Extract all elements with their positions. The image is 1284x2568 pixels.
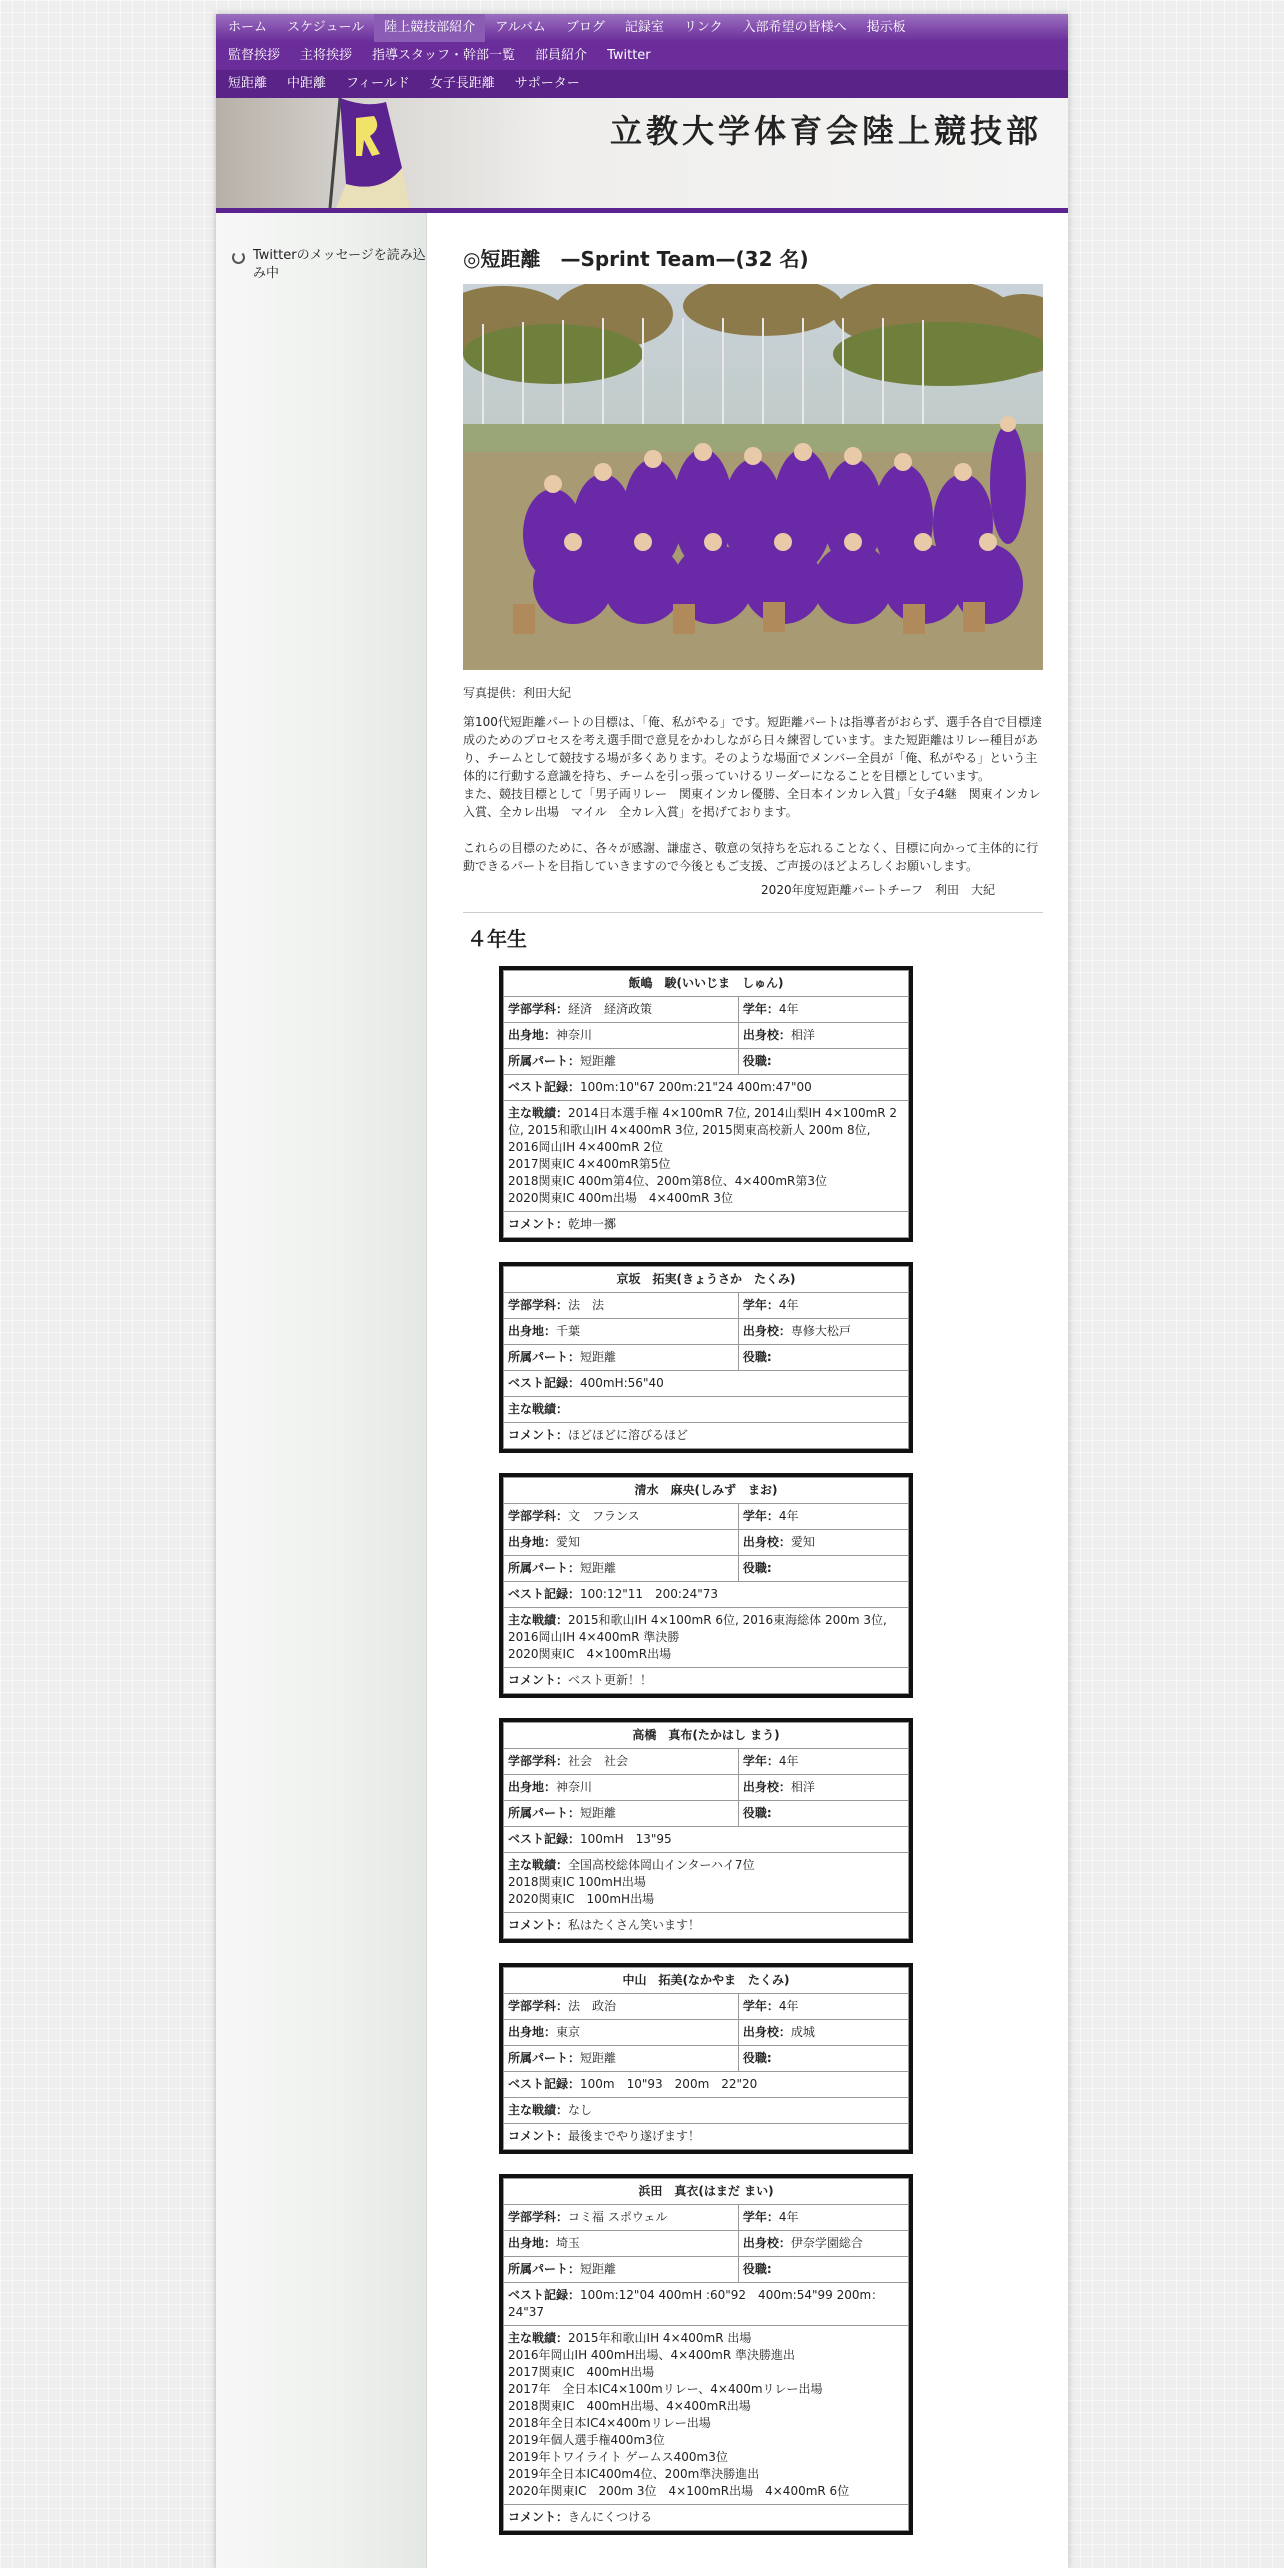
member-name: 高橋 真布(たかはし まう) xyxy=(504,1723,909,1749)
school-label: 出身校： xyxy=(742,1535,791,1549)
results-label: 主な戦績： xyxy=(508,1402,569,1416)
best-record-label: ベスト記録： xyxy=(508,1376,581,1390)
grade-label: 学年： xyxy=(742,1509,779,1523)
result-line: 2019年個人選手権400m3位 xyxy=(508,2433,665,2447)
grade-label: 学年： xyxy=(742,2210,779,2224)
main-nav-item-8[interactable]: 掲示板 xyxy=(866,20,906,35)
member-name: 飯嶋 駿(いいじま しゅん) xyxy=(504,971,909,997)
section-divider xyxy=(463,912,1043,913)
best-record-cell xyxy=(504,2283,909,2326)
part-nav-item-4[interactable]: サポーター xyxy=(514,76,580,91)
result-line: 2017関東IC 400mH出場 xyxy=(508,2365,655,2379)
school-cell xyxy=(738,1319,908,1345)
school-label: 出身校： xyxy=(742,2025,791,2039)
comment-label: コメント： xyxy=(508,2129,569,2143)
result-line: 2020関東IC 400m出場 4×400mR 3位 xyxy=(508,1191,733,1205)
loading-spinner-icon xyxy=(232,251,245,264)
result-line: 2015和歌山IH 4×100mR 6位, 2016東海総体 200m 3位, 2016岡山IH 4×400mR 準決勝 xyxy=(508,1613,887,1644)
role-label: 役職: xyxy=(742,2051,772,2065)
hometown-cell xyxy=(504,2231,739,2257)
part-value: 短距離 xyxy=(580,1806,617,1820)
sub-nav-item-2[interactable]: 指導スタッフ・幹部一覧 xyxy=(372,48,516,63)
part-label: 所属パート： xyxy=(508,1350,581,1364)
member-name: 浜田 真衣(はまだ まい) xyxy=(504,2179,909,2205)
results-label: 主な戦績： xyxy=(508,1858,569,1872)
results-label: 主な戦績： xyxy=(508,1106,569,1120)
sub-nav-item-1[interactable]: 主将挨拶 xyxy=(300,48,353,63)
school-cell xyxy=(738,1023,908,1049)
intro-paragraph-3: これらの目標のために、各々が感謝、謙虚さ、敬意の気持ちを忘れることなく、目標に向かって主体的に行動できるパートを目指していきますので今後ともご支援、ご声援のほどよろしくお願いします。 xyxy=(463,841,1039,873)
result-line: 2020関東IC 4×100mR出場 xyxy=(508,1647,672,1661)
result-line: 2018関東IC 400mH出場、4×400mR出場 xyxy=(508,2399,751,2413)
faculty-cell xyxy=(504,1749,739,1775)
faculty-label: 学部学科： xyxy=(508,1509,569,1523)
school-value: 専修大松戸 xyxy=(790,1324,851,1338)
member-table xyxy=(503,970,909,1238)
main-nav-item-1[interactable]: スケジュール xyxy=(287,20,365,35)
part-nav-item-3[interactable]: 女子長距離 xyxy=(429,76,495,91)
grade-cell xyxy=(738,1504,908,1530)
grade-value: 4年 xyxy=(778,2210,799,2224)
result-line: 2018関東IC 100mH出場 xyxy=(508,1875,646,1889)
grade-label: 学年： xyxy=(742,1754,779,1768)
grade-value: 4年 xyxy=(778,1002,799,1016)
school-cell xyxy=(738,1775,908,1801)
grade-cell xyxy=(738,997,908,1023)
hometown-value: 神奈川 xyxy=(556,1028,593,1042)
faculty-cell xyxy=(504,1994,739,2020)
comment-cell xyxy=(504,1913,909,1939)
grade-value: 4年 xyxy=(778,1298,799,1312)
member-card xyxy=(499,966,913,1242)
best-record-cell xyxy=(504,2072,909,2098)
role-label: 役職: xyxy=(742,2262,772,2276)
best-record-label: ベスト記録： xyxy=(508,2288,581,2302)
best-record-label: ベスト記録： xyxy=(508,1080,581,1094)
twitter-widget xyxy=(216,247,426,283)
sub-nav-item-3[interactable]: 部員紹介 xyxy=(535,48,588,63)
best-record-value: 100mH 13"95 xyxy=(580,1832,672,1846)
member-name: 京坂 拓実(きょうさか たくみ) xyxy=(504,1267,909,1293)
faculty-cell xyxy=(504,1293,739,1319)
comment-cell xyxy=(504,1212,909,1238)
result-line: 2020関東IC 100mH出場 xyxy=(508,1892,655,1906)
comment-cell xyxy=(504,2124,909,2150)
hometown-label: 出身地： xyxy=(508,2236,557,2250)
best-record-value: 100m 10"93 200m 22"20 xyxy=(580,2077,758,2091)
part-value: 短距離 xyxy=(580,1350,617,1364)
result-line: 2019年トワイライト ゲームス400m3位 xyxy=(508,2450,728,2464)
part-cell xyxy=(504,1345,739,1371)
school-label: 出身校： xyxy=(742,1324,791,1338)
role-cell xyxy=(738,2257,908,2283)
main-nav xyxy=(216,14,1068,42)
part-cell xyxy=(504,1801,739,1827)
best-record-value: 100:12"11 200:24"73 xyxy=(580,1587,719,1601)
hometown-value: 愛知 xyxy=(556,1535,581,1549)
hometown-value: 千葉 xyxy=(556,1324,581,1338)
hometown-value: 埼玉 xyxy=(556,2236,581,2250)
grade-label: 学年： xyxy=(742,1298,779,1312)
hometown-cell xyxy=(504,2020,739,2046)
best-record-label: ベスト記録： xyxy=(508,1832,581,1846)
photo-credit: 写真提供：利田大紀 xyxy=(463,686,572,700)
banner-title: 立教大学体育会陸上競技部 xyxy=(609,112,1042,150)
comment-value: ほどほどに溶びるほど xyxy=(568,1428,689,1442)
member-table xyxy=(503,2178,909,2531)
result-line: 2015年和歌山IH 4×400mR 出場 xyxy=(568,2331,752,2345)
results-cell xyxy=(504,1608,909,1668)
part-value: 短距離 xyxy=(580,2051,617,2065)
intro-paragraph-2: また、競技目標として「男子両リレー 関東インカレ優勝、全日本インカレ入賞」「女子4継 関東インカレ入賞、全カレ出場 マイル 全カレ入賞」を掲げております。 xyxy=(463,787,1041,819)
main-nav-item-2[interactable]: 陸上競技部紹介 xyxy=(374,14,485,42)
result-line: 2017関東IC 4×400mR第5位 xyxy=(508,1157,671,1171)
main-nav-item-6[interactable]: リンク xyxy=(683,20,723,35)
comment-value: 最後までやり遂げます！ xyxy=(568,2129,701,2143)
faculty-label: 学部学科： xyxy=(508,1999,569,2013)
results-cell xyxy=(504,1101,909,1212)
grade-label: 学年： xyxy=(742,1999,779,2013)
role-label: 役職: xyxy=(742,1054,772,1068)
main-nav-item-4[interactable]: ブログ xyxy=(565,20,605,35)
faculty-label: 学部学科： xyxy=(508,2210,569,2224)
chief-signature: 2020年度短距離パートチーフ 利田 大紀 xyxy=(761,883,995,897)
comment-label: コメント： xyxy=(508,1918,569,1932)
part-label: 所属パート： xyxy=(508,2051,581,2065)
comment-label: コメント： xyxy=(508,1217,569,1231)
grade-label: 学年： xyxy=(742,1002,779,1016)
twitter-loading-text: Twitterのメッセージを読み込み中 xyxy=(253,248,426,281)
results-cell xyxy=(504,1397,909,1423)
school-value: 相洋 xyxy=(790,1028,815,1042)
role-cell xyxy=(738,1801,908,1827)
school-value: 伊奈学園総合 xyxy=(790,2236,863,2250)
grade-cell xyxy=(738,1994,908,2020)
faculty-value: 経済 経済政策 xyxy=(568,1002,653,1016)
hometown-cell xyxy=(504,1319,739,1345)
page-wrapper xyxy=(216,14,1068,2568)
part-label: 所属パート： xyxy=(508,1806,581,1820)
result-line: 2018年全日本IC4×400mリレー出場 xyxy=(508,2416,711,2430)
faculty-label: 学部学科： xyxy=(508,1754,569,1768)
result-line: 2017年 全日本IC4×100mリレー、4×400mリレー出場 xyxy=(508,2382,823,2396)
results-label: 主な戦績： xyxy=(508,1613,569,1627)
part-nav-item-1[interactable]: 中距離 xyxy=(287,76,327,91)
member-card xyxy=(499,2174,913,2535)
part-cell xyxy=(504,1049,739,1075)
part-label: 所属パート： xyxy=(508,1561,581,1575)
part-value: 短距離 xyxy=(580,1054,617,1068)
member-list xyxy=(463,966,1043,2535)
main-nav-item-3[interactable]: アルバム xyxy=(495,20,546,35)
year-heading: ４年生 xyxy=(467,927,527,951)
best-record-value: 100m:10"67 200m:21"24 400m:47"00 xyxy=(580,1080,812,1094)
school-cell xyxy=(738,2020,908,2046)
member-table xyxy=(503,1967,909,2150)
result-line: 2019年全日本IC400m4位、200m準決勝進出 xyxy=(508,2467,760,2481)
role-label: 役職: xyxy=(742,1561,772,1575)
role-cell xyxy=(738,2046,908,2072)
main-nav-item-5[interactable]: 記録室 xyxy=(624,20,664,35)
faculty-label: 学部学科： xyxy=(508,1002,569,1016)
best-record-label: ベスト記録： xyxy=(508,2077,581,2091)
comment-label: コメント： xyxy=(508,1428,569,1442)
results-label: 主な戦績： xyxy=(508,2103,569,2117)
grade-value: 4年 xyxy=(778,1754,799,1768)
main-nav-item-7[interactable]: 入部希望の皆様へ xyxy=(742,20,847,35)
best-record-label: ベスト記録： xyxy=(508,1587,581,1601)
faculty-value: 法 政治 xyxy=(568,1999,617,2013)
role-cell xyxy=(738,1556,908,1582)
role-cell xyxy=(738,1345,908,1371)
comment-label: コメント： xyxy=(508,1673,569,1687)
best-record-value: 400mH:56"40 xyxy=(580,1376,664,1390)
school-cell xyxy=(738,1530,908,1556)
best-record-cell xyxy=(504,1582,909,1608)
school-label: 出身校： xyxy=(742,1028,791,1042)
grade-value: 4年 xyxy=(778,1999,799,2013)
part-nav-item-2[interactable]: フィールド xyxy=(346,76,410,91)
school-value: 愛知 xyxy=(790,1535,815,1549)
comment-cell xyxy=(504,1423,909,1449)
sub-nav-item-0[interactable]: 監督挨拶 xyxy=(228,48,281,63)
part-value: 短距離 xyxy=(580,1561,617,1575)
comment-value: 私はたくさん笑います！ xyxy=(568,1918,701,1932)
comment-label: コメント： xyxy=(508,2510,569,2524)
member-card xyxy=(499,1473,913,1698)
member-card xyxy=(499,1262,913,1453)
best-record-cell xyxy=(504,1371,909,1397)
member-table xyxy=(503,1477,909,1694)
faculty-cell xyxy=(504,2205,739,2231)
main-nav-item-0[interactable]: ホーム xyxy=(228,20,268,35)
content-area xyxy=(216,213,1068,2568)
part-nav-item-0[interactable]: 短距離 xyxy=(228,76,268,91)
school-value: 相洋 xyxy=(790,1780,815,1794)
sub-nav xyxy=(216,42,1068,70)
grade-value: 4年 xyxy=(778,1509,799,1523)
result-line: 2016年岡山IH 400mH出場、4×400mR 準決勝進出 xyxy=(508,2348,795,2362)
comment-cell xyxy=(504,1668,909,1694)
results-cell xyxy=(504,2326,909,2505)
part-label: 所属パート： xyxy=(508,1054,581,1068)
grade-cell xyxy=(738,1749,908,1775)
result-line: 2020年関東IC 200m 3位 4×100mR出場 4×400mR 6位 xyxy=(508,2484,850,2498)
result-line: なし xyxy=(568,2103,593,2117)
role-label: 役職: xyxy=(742,1350,772,1364)
best-record-value: 100m:12"04 400mH :60"92 400m:54"99 200m：24"37 xyxy=(508,2288,884,2319)
school-label: 出身校： xyxy=(742,2236,791,2250)
hometown-cell xyxy=(504,1023,739,1049)
hometown-cell xyxy=(504,1530,739,1556)
results-label: 主な戦績： xyxy=(508,2331,569,2345)
team-photo xyxy=(463,284,1043,670)
part-nav xyxy=(216,70,1068,98)
sidebar xyxy=(216,213,427,2568)
results-cell xyxy=(504,1853,909,1913)
team-flag-image xyxy=(326,98,416,208)
comment-value: 乾坤一擲 xyxy=(568,1217,617,1231)
main-content xyxy=(427,213,1043,2568)
faculty-value: コミ福 スポウェル xyxy=(568,2210,668,2224)
hometown-label: 出身地： xyxy=(508,1324,557,1338)
best-record-cell xyxy=(504,1827,909,1853)
sub-nav-item-4[interactable]: Twitter xyxy=(607,48,651,63)
best-record-cell xyxy=(504,1075,909,1101)
hometown-value: 東京 xyxy=(556,2025,581,2039)
hometown-label: 出身地： xyxy=(508,1780,557,1794)
school-value: 成城 xyxy=(790,2025,815,2039)
role-cell xyxy=(738,1049,908,1075)
comment-value: きんにくつける xyxy=(568,2510,653,2524)
hometown-label: 出身地： xyxy=(508,2025,557,2039)
member-name: 中山 拓美(なかやま たくみ) xyxy=(504,1968,909,1994)
intro-paragraph-1: 第100代短距離パートの目標は、「俺、私がやる」です。短距離パートは指導者がおらず、選手各自で目標達成のためのプロセスを考え選手間で意見をかわしながら日々練習しています。また短距離はリレー種目があり、チームとして競技する場が多くあります。そのような場面でメンバー全員が「俺、私がやる」という主体的に行動する意識を持ち、チームを引っ張っていけるリーダーになることを目標としています。 xyxy=(463,715,1042,783)
hometown-label: 出身地： xyxy=(508,1535,557,1549)
part-cell xyxy=(504,2257,739,2283)
member-card xyxy=(499,1718,913,1943)
hometown-label: 出身地： xyxy=(508,1028,557,1042)
school-label: 出身校： xyxy=(742,1780,791,1794)
faculty-value: 法 法 xyxy=(568,1298,605,1312)
results-cell xyxy=(504,2098,909,2124)
faculty-value: 文 フランス xyxy=(568,1509,640,1523)
faculty-cell xyxy=(504,1504,739,1530)
grade-cell xyxy=(738,1293,908,1319)
member-card xyxy=(499,1963,913,2154)
part-label: 所属パート： xyxy=(508,2262,581,2276)
member-name: 清水 麻央(しみず まお) xyxy=(504,1478,909,1504)
part-value: 短距離 xyxy=(580,2262,617,2276)
faculty-label: 学部学科： xyxy=(508,1298,569,1312)
comment-cell xyxy=(504,2505,909,2531)
member-table xyxy=(503,1722,909,1939)
comment-value: ベスト更新！！ xyxy=(568,1673,653,1687)
part-cell xyxy=(504,1556,739,1582)
hometown-value: 神奈川 xyxy=(556,1780,593,1794)
faculty-cell xyxy=(504,997,739,1023)
grade-cell xyxy=(738,2205,908,2231)
role-label: 役職: xyxy=(742,1806,772,1820)
result-line: 全国高校総体岡山インターハイ7位 xyxy=(568,1858,755,1872)
result-line: 2014日本選手権 4×100mR 7位, 2014山梨IH 4×100mR 2位, 2015和歌山IH 4×400mR 3位, 2015関東高校新人 200m 8位, 2016岡山IH 4×400mR 2位 xyxy=(508,1106,898,1154)
result-line: 2018関東IC 400m第4位、200m第8位、4×400mR第3位 xyxy=(508,1174,827,1188)
hometown-cell xyxy=(504,1775,739,1801)
faculty-value: 社会 社会 xyxy=(568,1754,629,1768)
school-cell xyxy=(738,2231,908,2257)
page-title: ◎短距離 —Sprint Team—(32 名) xyxy=(463,247,809,271)
site-banner xyxy=(216,98,1068,208)
part-cell xyxy=(504,2046,739,2072)
member-table xyxy=(503,1266,909,1449)
